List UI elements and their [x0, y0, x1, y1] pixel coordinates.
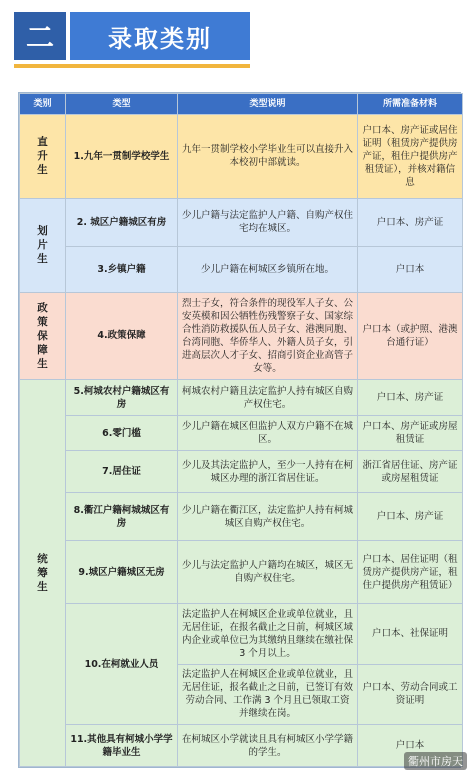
type-cell: 10.在柯就业人员: [66, 603, 178, 724]
category-cell: 直 升 生: [20, 115, 66, 199]
header-accent-bar: [14, 64, 250, 68]
materials-cell: 户口本: [358, 246, 463, 292]
description-cell: 少儿与法定监护人户籍均在城区，城区无自购产权住宅。: [178, 541, 358, 604]
section-header: [14, 12, 250, 60]
materials-cell: 户口本、房产证或居住证明（租赁房产提供房产证，租住户提供房产租赁证），并核对籍信息: [358, 115, 463, 199]
description-cell: 法定监护人在柯城区企业或单位就业，且无居住证，报名截止之日前，已签订有效劳动合同、工作满 3 个月且已领取工资并继续在岗。: [178, 664, 358, 725]
table-row: [20, 380, 463, 416]
description-cell: 在柯城区小学就读且具有柯城区小学学籍的学生。: [178, 725, 358, 767]
table-row: [20, 493, 463, 541]
type-cell: 8.衢江户籍柯城城区有房: [66, 493, 178, 541]
type-cell: 4.政策保障: [66, 292, 178, 380]
materials-cell: 户口本、劳动合同或工资证明: [358, 664, 463, 725]
table-row: [20, 603, 463, 664]
description-cell: 柯城农村户籍且法定监护人持有城区自购产权住宅。: [178, 380, 358, 416]
type-cell: 6.零门槛: [66, 415, 178, 451]
section-title: 录取类别: [70, 12, 250, 60]
description-cell: 少儿户籍在衢江区，法定监护人持有柯城城区自购产权住宅。: [178, 493, 358, 541]
header-description: 类型说明: [178, 94, 358, 115]
table-row: [20, 246, 463, 292]
type-cell: 2. 城区户籍城区有房: [66, 198, 178, 246]
table-row: [20, 198, 463, 246]
table-row: [20, 415, 463, 451]
materials-cell: 户口本、房产证: [358, 380, 463, 416]
materials-cell: 户口本: [358, 725, 463, 767]
table-row: [20, 115, 463, 199]
materials-cell: 户口本、房产证或房屋租赁证: [358, 415, 463, 451]
type-cell: 9.城区户籍城区无房: [66, 541, 178, 604]
header-materials: 所需准备材料: [358, 94, 463, 115]
materials-cell: 户口本、社保证明: [358, 603, 463, 664]
type-cell: 11.其他具有柯城小学学籍毕业生: [66, 725, 178, 767]
table-row: [20, 541, 463, 604]
table-header-row: [20, 94, 463, 115]
watermark: 衢州市房天: [404, 752, 467, 770]
description-cell: 少儿户籍在城区但监护人双方户籍不在城区。: [178, 415, 358, 451]
description-cell: 少儿户籍与法定监护人户籍、自购产权住宅均在城区。: [178, 198, 358, 246]
admission-table: [18, 92, 461, 768]
section-number: 二: [14, 12, 66, 60]
materials-cell: 户口本、房产证: [358, 198, 463, 246]
header-category: 类别: [20, 94, 66, 115]
description-cell: 烈士子女，符合条件的现役军人子女、公安英模和因公牺牲伤残警察子女、国家综合性消防救援队伍人员子女、港澳同胞、台湾同胞、华侨华人、外籍人员子女，引进高层次人才子女、招商引资企业高管子女等。: [178, 292, 358, 380]
description-cell: 九年一贯制学校小学毕业生可以直接升入本校初中部就读。: [178, 115, 358, 199]
materials-cell: 浙江省居住证、房产证或房屋租赁证: [358, 451, 463, 493]
type-cell: 1.九年一贯制学校学生: [66, 115, 178, 199]
type-cell: 7.居住证: [66, 451, 178, 493]
materials-cell: 户口本（或护照、港澳台通行证）: [358, 292, 463, 380]
type-cell: 3.乡镇户籍: [66, 246, 178, 292]
table-row: [20, 725, 463, 767]
category-cell: 划 片 生: [20, 198, 66, 292]
description-cell: 法定监护人在柯城区企业或单位就业，且无居住证，在报名截止之日前，柯城区域内企业或单位已为其缴纳且继续在缴社保 3 个月以上。: [178, 603, 358, 664]
materials-cell: 户口本、居住证明（租赁房产提供房产证，租住户提供房产租赁证）: [358, 541, 463, 604]
description-cell: 少儿及其法定监护人，至少一人持有在柯城区办理的浙江省居住证。: [178, 451, 358, 493]
table-row: [20, 451, 463, 493]
category-cell: 统 筹 生: [20, 380, 66, 767]
header-type: 类型: [66, 94, 178, 115]
table-row: [20, 292, 463, 380]
materials-cell: 户口本、房产证: [358, 493, 463, 541]
type-cell: 5.柯城农村户籍城区有房: [66, 380, 178, 416]
description-cell: 少儿户籍在柯城区乡镇所在地。: [178, 246, 358, 292]
category-cell: 政 策 保 障 生: [20, 292, 66, 380]
